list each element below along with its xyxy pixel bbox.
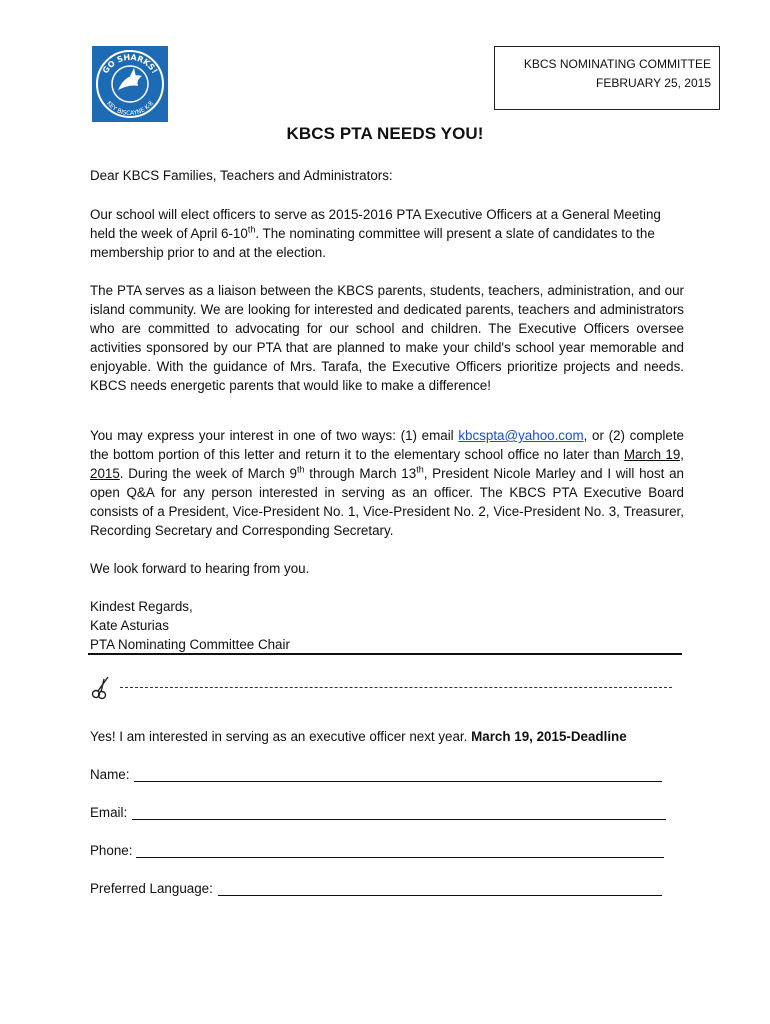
para1-text-b: . The nominating committee will present a slate of candidates to the membership prior to and at the election. bbox=[90, 225, 655, 260]
divider-line bbox=[88, 653, 682, 655]
para3-text-a: You may express your interest in one of two ways: (1) email bbox=[90, 428, 459, 443]
para3-text-b: , or (2) complete the bottom portion of this letter and return it to the elementary school office no later than bbox=[90, 428, 684, 462]
page-title: KBCS PTA NEEDS YOU! bbox=[286, 124, 484, 143]
para3-text-c: . During the week of March 9 bbox=[119, 465, 297, 481]
paragraph-3 bbox=[90, 427, 684, 540]
form-intro-text: Yes! I am interested in serving as an executive officer next year. bbox=[90, 729, 472, 744]
email-link[interactable]: kbcspta@yahoo.com bbox=[458, 428, 584, 443]
para1-sup: th bbox=[247, 224, 256, 235]
committee-name: KBCS NOMINATING COMMITTEE bbox=[523, 57, 711, 71]
letter-date: FEBRUARY 25, 2015 bbox=[596, 76, 711, 90]
signer-name: Kate Asturias bbox=[90, 618, 169, 633]
salutation: Dear KBCS Families, Teachers and Administrators: bbox=[90, 168, 393, 183]
phone-label: Phone: bbox=[90, 843, 133, 858]
shark-logo-icon bbox=[92, 46, 168, 122]
para3-sup-2: th bbox=[416, 464, 424, 475]
closing-regards: Kindest Regards, bbox=[90, 599, 193, 614]
preferred-language-field[interactable] bbox=[218, 895, 662, 896]
school-logo bbox=[92, 46, 168, 122]
scissors-icon bbox=[90, 674, 114, 700]
form-intro bbox=[90, 728, 684, 747]
email-field[interactable] bbox=[132, 819, 666, 820]
para3-sup-1: th bbox=[296, 464, 305, 475]
cut-line bbox=[120, 687, 672, 688]
logo-text-top: GO SHARKS! bbox=[100, 52, 160, 76]
form-deadline: March 19, 2015-Deadline bbox=[471, 729, 627, 744]
para3-text-d: through March 13 bbox=[304, 465, 417, 481]
paragraph-2: The PTA serves as a liaison between the KBCS parents, students, teachers, administration, and our island community. We are looking for interested and dedicated parents, teachers and administrators who are committed to advocating for our school and children. The Executive Officers oversee activities sponsored by our PTA that are planned to make your child's school year memorable and enjoyable. With the guidance of Mrs. Tarafa, the Executive Officers prioritize projects and needs. KBCS needs energetic parents that would like to make a difference! bbox=[90, 283, 684, 393]
para1-text-a: Our school will elect officers to serve as 2015-2016 PTA Executive Officers at a General Meeting held the week of April 6-10 bbox=[90, 207, 661, 241]
deadline-date: March 19, 2015 bbox=[90, 446, 684, 481]
phone-field[interactable] bbox=[136, 857, 664, 858]
name-field[interactable] bbox=[134, 781, 662, 782]
paragraph-1 bbox=[90, 206, 684, 263]
signer-role: PTA Nominating Committee Chair bbox=[90, 637, 290, 652]
paragraph-4: We look forward to hearing from you. bbox=[90, 561, 310, 576]
logo-text-bottom: KEY BISCAYNE K-8 bbox=[105, 100, 155, 118]
para3-text-e: , President Nicole Marley and I will host an open Q&A for any person interested in serving as an officer. The KBCS PTA Executive Board consists of a President, Vice-President No. 1, Vice-President No. 2, Vice-President No. 3, Treasurer, Recording Secretary and Corresponding Secretary. bbox=[90, 465, 684, 538]
header-box bbox=[494, 46, 720, 110]
name-label: Name: bbox=[90, 767, 130, 782]
email-label: Email: bbox=[90, 805, 128, 820]
language-label: Preferred Language: bbox=[90, 881, 213, 896]
